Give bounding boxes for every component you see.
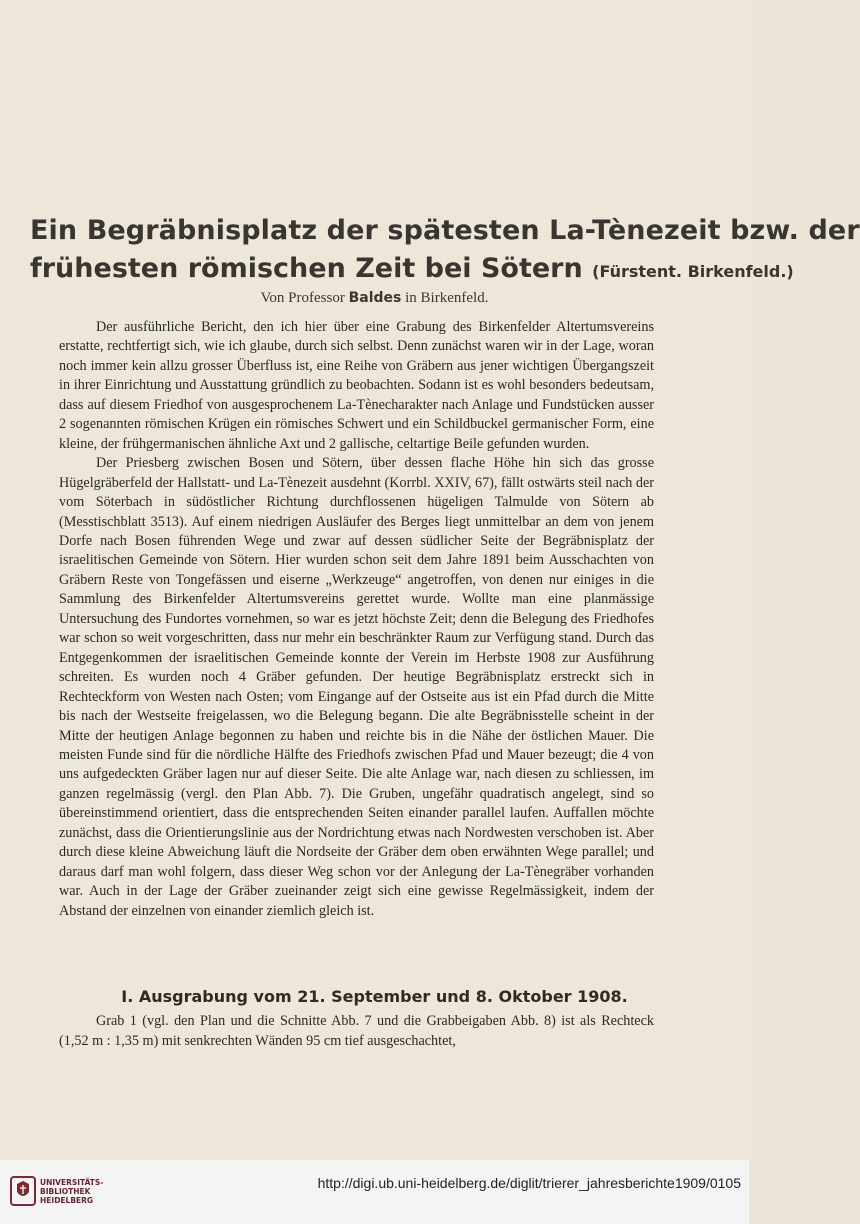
section-paragraph: Grab 1 (vgl. den Plan und die Schnitte Abb. 7 und die Grabbeigaben Abb. 8) ist als Rechteck (1,52 m : 1,35 m) mit senkrechten Wänden 95 cm tief ausgeschachtet, [59,1013,654,1049]
paragraph-1: Der ausführliche Bericht, den ich hier über eine Grabung des Birkenfelder Altertumsvereins erstatte, rechtfertigt sich, wie ich glaube, durch sich selbst. Denn zunächst waren wir in der Lage, woran noch immer kein allzu grosser Überfluss ist, eine Reihe von Gräbern aus jener wichtigen Übergangszeit in ihrer Einrichtung und Ausstattung gründlich zu beobachten. Sodann ist es wohl besonders bedeutsam, dass auf diesem Friedhof von ausgesprochenem La-Tènecharakter nach Anlage und Fundstücken ausser 2 sogenannten römischen Krügen ein römisches Schwert und ein Schildbuckel germanischer Form, eine kleine, der frühgermanischen ähnliche Axt und 2 gallische, celtartige Beile gefunden wurden. [59,319,654,452]
section-body [59,1012,654,1051]
document-url[interactable]: http://digi.ub.uni-heidelberg.de/diglit/trierer_jahresberichte1909/0105 [317,1175,741,1191]
paragraph-2: Der Priesberg zwischen Bosen und Sötern, über dessen flache Höhe hin sich das grosse Hügelgräberfeld der Hallstatt- und La-Tènezeit ausdehnt (Korrbl. XXIV, 67), fällt ostwärts steil nach der vom Söterbach in südöstlicher Richtung durchflossenen hügeligen Talmulde von Sötern ab (Messtischblatt 3513). Auf einem niedrigen Ausläufer des Berges liegt unmittelbar an dem von jenem Dorfe nach Bosen führenden Wege und zwar auf dessen südlicher Seite der Begräbnisplatz der israelitischen Gemeinde von Sötern. Hier wurden schon seit dem Jahre 1891 beim Ausschachten von Gräbern Reste von Tongefässen und eiserne „Werkzeuge“ angetroffen, von denen nur einiges in die Sammlung des Birkenfelder Altertumsvereins gerettet wurde. Wollte man eine planmässige Untersuchung des Fundortes vornehmen, so war es jetzt höchste Zeit; denn die Belegung des Friedhofes war schon so weit vorgeschritten, dass nur mehr ein beschränkter Raum zur Verfügung stand. Durch das Entgegenkommen der israelitischen Gemeinde konnte der Verein im Herbste 1908 zur Ausführung schreiten. Es wurden noch 4 Gräber gefunden. Der heutige Begräbnisplatz erstreckt sich in Rechteckform von Westen nach Osten; vom Eingange auf der Ostseite aus ist ein Pfad durch die Mitte bis nach der Westseite freigelassen, wo die Belegung begann. Die alte Begräbnisstelle scheint in der Mitte der heutigen Anlage begonnen zu haben und reichte bis in die Nähe der östlichen Mauer. Die meisten Funde sind für die nördliche Hälfte des Friedhofs zwischen Pfad und Mauer bezeugt; die 4 von uns aufgedeckten Gräber lagen nur auf dieser Seite. Die alte Anlage war, nach diesen zu schliessen, im ganzen regelmässig (vergl. den Plan Abb. 7). Die Gruben, ungefähr quadratisch angelegt, sind so übereinstimmend orientiert, dass die entsprechenden Seiten einander parallel laufen. Auffallen möchte zunächst, dass die Orientierungslinie aus der Nordrichtung etwas nach Nordwesten verschoben ist. Aber durch diese kleine Abweichung läuft die Nordseite der Gräber dem oben erwähnten Wege parallel; und daraus darf man wohl folgern, dass dieser Weg schon vor der Anlegung der La-Tènegräber vorhanden war. Auch in der Lage der Gräber zueinander zeigt sich eine gewisse Regelmässigkeit, indem der Abstand der einzelnen von einander ziemlich gleich ist. [59,455,654,919]
logo-line-3: HEIDELBERG [40,1195,94,1205]
section-heading: I. Ausgrabung vom 21. September und 8. Oktober 1908. [121,987,628,1006]
author-prefix: Von Professor [260,290,345,306]
logo-line-2: BIBLIOTHEK [40,1186,91,1196]
title-line-1: Ein Begräbnisplatz der spätesten La-Tènezeit bzw. der [30,215,860,246]
library-logo[interactable] [10,1176,103,1206]
author-name: Baldes [348,290,402,306]
author-line [0,290,749,307]
article-body [59,318,654,921]
viewer-footer [0,1160,749,1224]
article-title [30,212,860,291]
title-line-2-small: (Fürstent. Birkenfeld.) [592,262,794,281]
title-line-2-main: frühesten römischen Zeit bei Sötern [30,253,583,284]
author-suffix: in Birkenfeld. [405,290,489,306]
heidelberg-seal-icon [10,1176,36,1206]
logo-text [40,1178,103,1205]
title-line-2 [30,250,794,291]
logo-line-1: UNIVERSITÄTS- [40,1177,104,1187]
